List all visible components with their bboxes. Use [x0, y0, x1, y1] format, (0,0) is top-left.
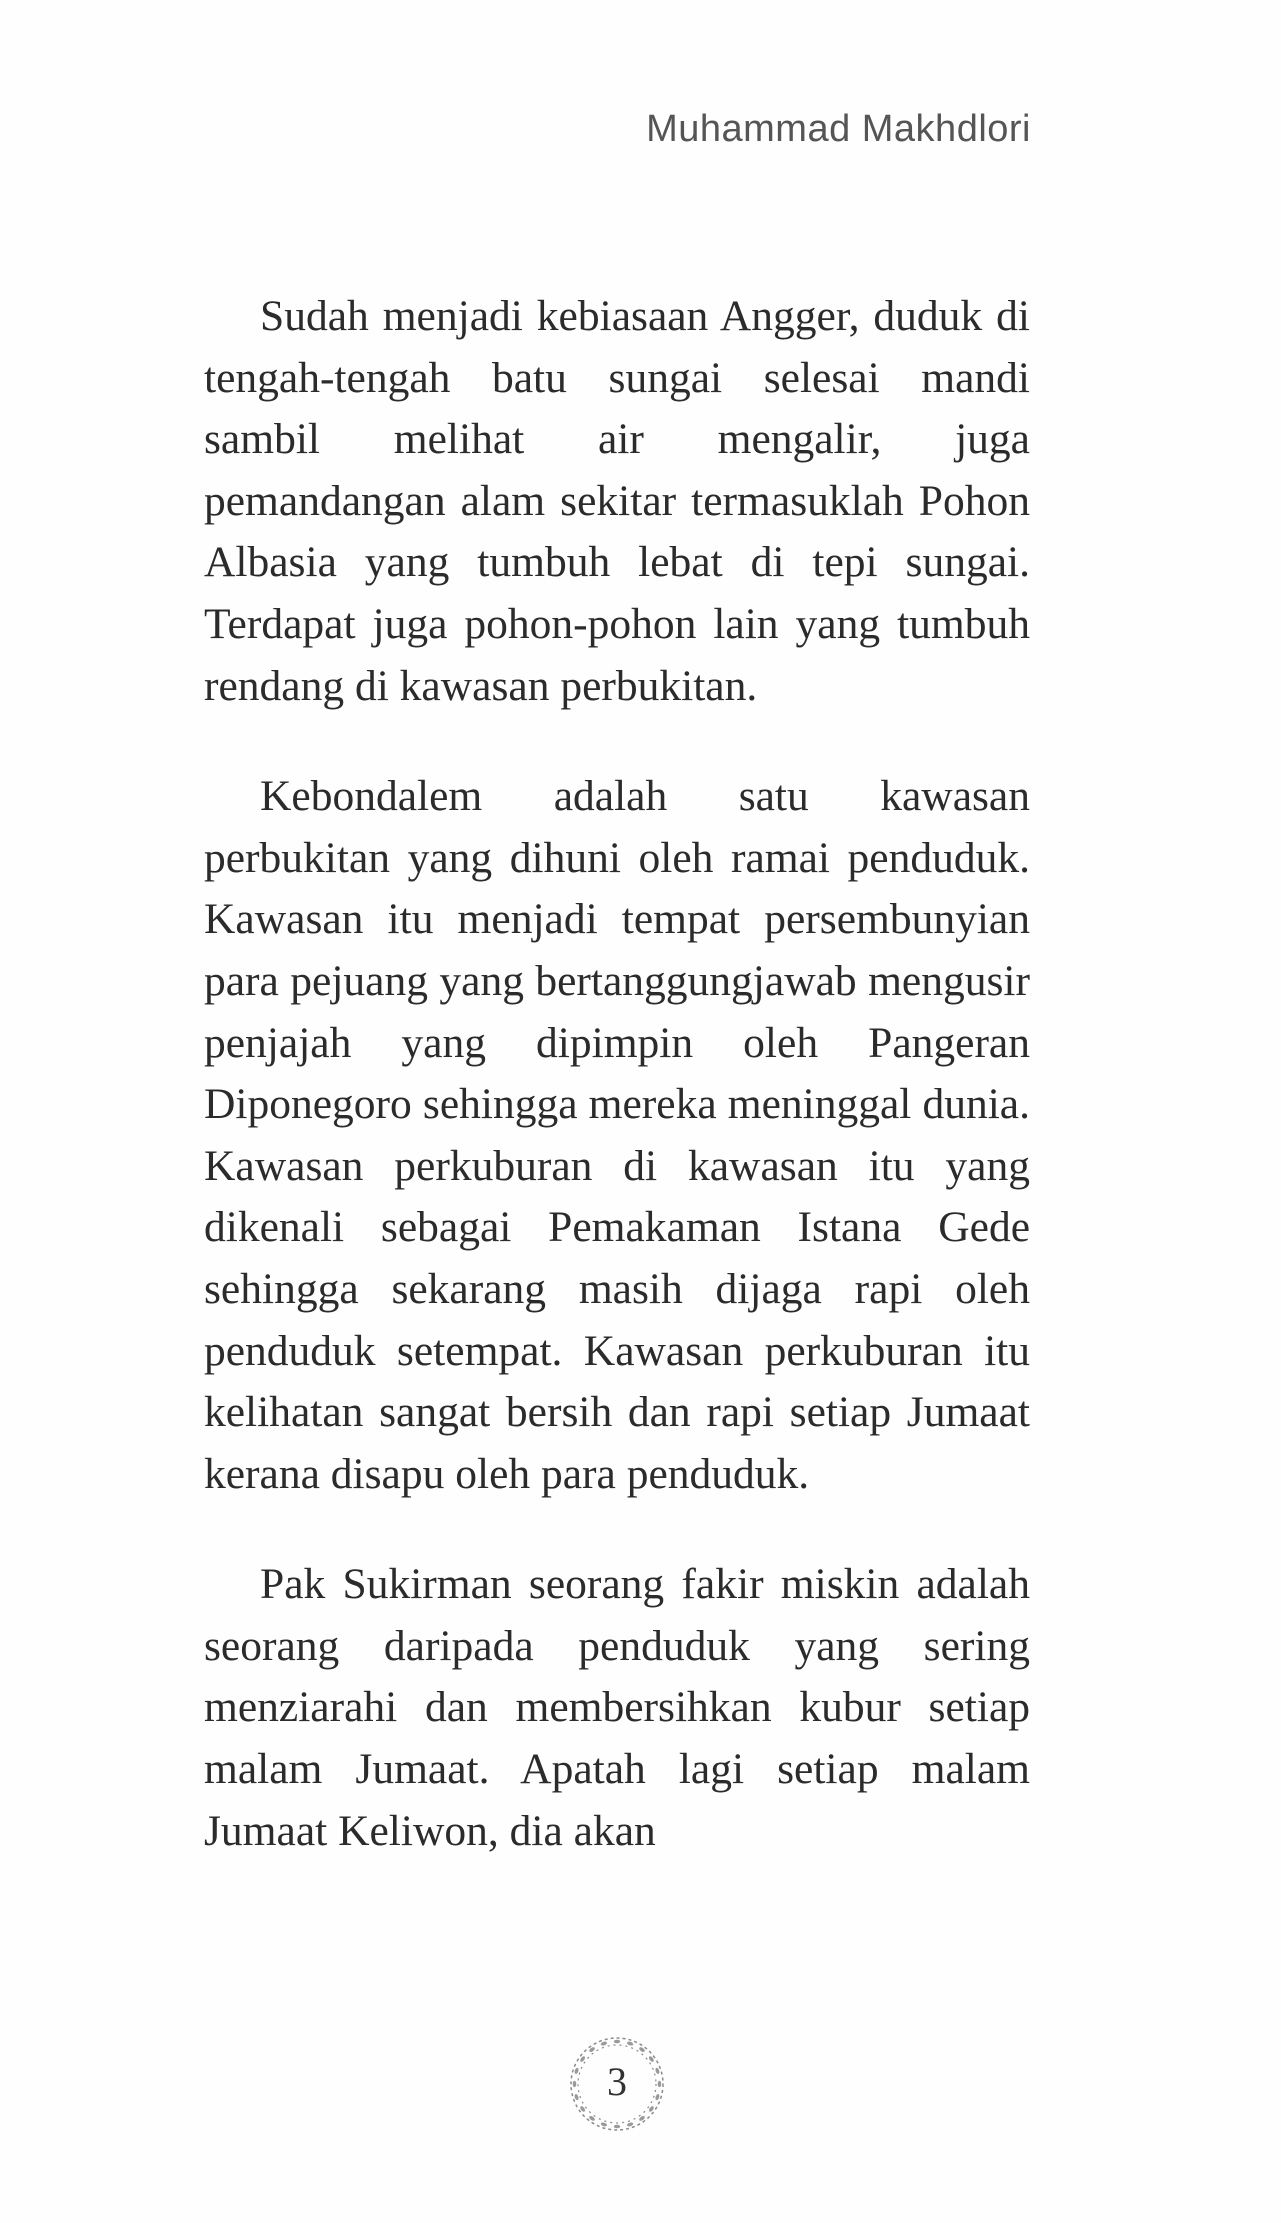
running-header-author: Muhammad Makhdlori	[646, 108, 1031, 150]
wreath-petal	[600, 2122, 607, 2127]
paragraph-2: Kebondalem adalah satu kawasan perbukitan yang dihuni oleh ramai penduduk. Kawasan itu menjadi tempat persembunyian para pejuang yang bertanggungjawab mengusir penjajah yang dipimpin oleh Pangeran Diponegoro sehingga mereka meninggal dunia. Kawasan perkuburan di kawasan itu yang dikenali sebagai Pemakaman Istana Gede sehingga sekarang masih dijaga rapi oleh penduduk setempat. Kawasan perkuburan itu kelihatan sangat bersih dan rapi setiap Jumaat kerana disapu oleh para penduduk.	[204, 772, 1030, 1498]
page-number: 3	[607, 2059, 627, 2104]
paragraph-3: Pak Sukirman seorang fakir miskin adalah seorang daripada penduduk yang sering menziarahi dan membersihkan kubur setiap malam Jumaat. Apatah lagi setiap malam Jumaat Keliwon, dia akan	[204, 1560, 1030, 1855]
wreath-petal	[627, 2041, 634, 2046]
wreath-petal	[614, 2040, 620, 2044]
page-number-ornament	[561, 2028, 673, 2140]
wreath-petal	[600, 2041, 607, 2046]
paragraph-1: Sudah menjadi kebiasaan Angger, duduk di tengah-tengah batu sungai selesai mandi sambil melihat air mengalir, juga pemandangan alam sekitar termasuklah Pohon Albasia yang tumbuh lebat di tepi sungai. Terdapat juga pohon-pohon lain yang tumbuh rendang di kawasan perbukitan.	[204, 292, 1030, 710]
wreath-petal	[638, 2046, 645, 2053]
body-text	[204, 286, 1030, 1862]
wreath-petal	[614, 2125, 620, 2129]
wreath-petal	[627, 2122, 634, 2127]
